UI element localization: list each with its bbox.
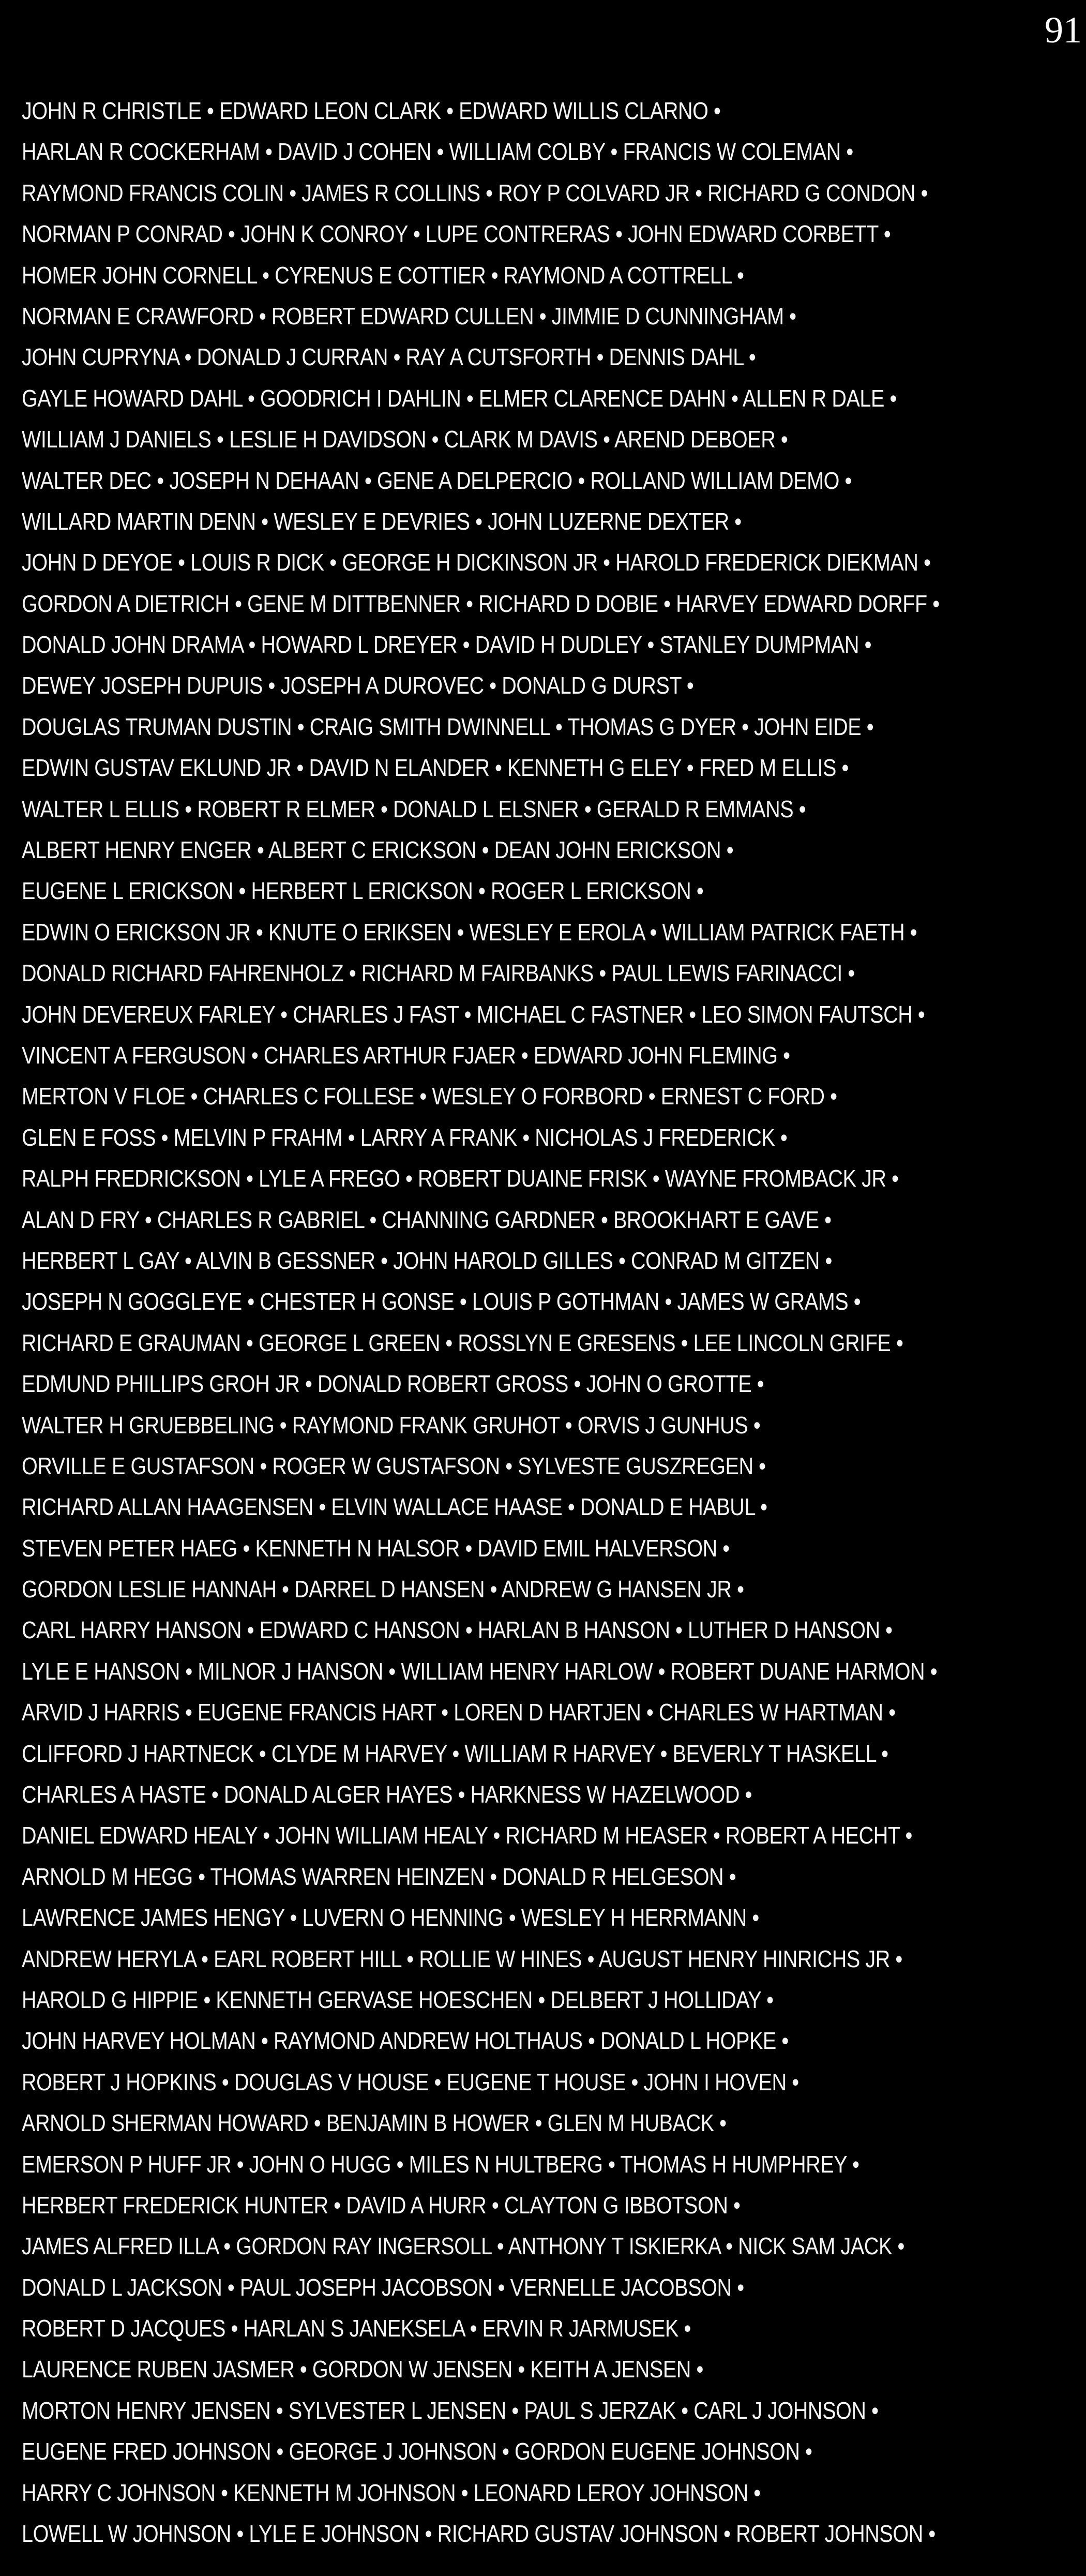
name-line: WALTER H GRUEBBELING • RAYMOND FRANK GRUHOT • ORVIS J GUNHUS • <box>22 1411 761 1439</box>
name-line: ARNOLD SHERMAN HOWARD • BENJAMIN B HOWER • GLEN M HUBACK • <box>22 2109 727 2137</box>
name-line: DANIEL EDWARD HEALY • JOHN WILLIAM HEALY • RICHARD M HEASER • ROBERT A HECHT • <box>22 1822 912 1849</box>
name-line: EDWIN O ERICKSON JR • KNUTE O ERIKSEN • WESLEY E EROLA • WILLIAM PATRICK FAETH • <box>22 918 917 946</box>
name-line: EMERSON P HUFF JR • JOHN O HUGG • MILES N HULTBERG • THOMAS H HUMPHREY • <box>22 2150 859 2178</box>
name-line: STEVEN PETER HAEG • KENNETH N HALSOR • DAVID EMIL HALVERSON • <box>22 1534 730 1562</box>
name-line: HERBERT FREDERICK HUNTER • DAVID A HURR • CLAYTON G IBBOTSON • <box>22 2191 741 2219</box>
name-line: RALPH FREDRICKSON • LYLE A FREGO • ROBERT DUAINE FRISK • WAYNE FROMBACK JR • <box>22 1165 899 1192</box>
name-line: NORMAN E CRAWFORD • ROBERT EDWARD CULLEN • JIMMIE D CUNNINGHAM • <box>22 302 796 330</box>
name-line: JOHN D DEYOE • LOUIS R DICK • GEORGE H DICKINSON JR • HAROLD FREDERICK DIEKMAN • <box>22 549 931 576</box>
name-line: EUGENE FRED JOHNSON • GEORGE J JOHNSON • GORDON EUGENE JOHNSON • <box>22 2438 812 2465</box>
name-line: RICHARD ALLAN HAAGENSEN • ELVIN WALLACE HAASE • DONALD E HABUL • <box>22 1493 767 1521</box>
name-line: WILLARD MARTIN DENN • WESLEY E DEVRIES • JOHN LUZERNE DEXTER • <box>22 507 742 535</box>
name-line: JAMES ALFRED ILLA • GORDON RAY INGERSOLL • ANTHONY T ISKIERKA • NICK SAM JACK • <box>22 2233 904 2260</box>
name-line: MORTON HENRY JENSEN • SYLVESTER L JENSEN • PAUL S JERZAK • CARL J JOHNSON • <box>22 2397 879 2424</box>
name-line: HAROLD G HIPPIE • KENNETH GERVASE HOESCHEN • DELBERT J HOLLIDAY • <box>22 1986 774 2013</box>
name-line: EDWIN GUSTAV EKLUND JR • DAVID N ELANDER • KENNETH G ELEY • FRED M ELLIS • <box>22 754 849 782</box>
name-line: JOHN CUPRYNA • DONALD J CURRAN • RAY A CUTSFORTH • DENNIS DAHL • <box>22 343 756 371</box>
name-line: RAYMOND FRANCIS COLIN • JAMES R COLLINS • ROY P COLVARD JR • RICHARD G CONDON • <box>22 179 928 206</box>
name-list <box>22 91 1077 2554</box>
name-line: EDMUND PHILLIPS GROH JR • DONALD ROBERT GROSS • JOHN O GROTTE • <box>22 1370 764 1398</box>
name-line: WILLIAM J DANIELS • LESLIE H DAVIDSON • CLARK M DAVIS • AREND DEBOER • <box>22 426 788 453</box>
name-line: GORDON A DIETRICH • GENE M DITTBENNER • RICHARD D DOBIE • HARVEY EDWARD DORFF • <box>22 590 940 617</box>
name-line: LYLE E HANSON • MILNOR J HANSON • WILLIAM HENRY HARLOW • ROBERT DUANE HARMON • <box>22 1657 938 1685</box>
name-line: DONALD JOHN DRAMA • HOWARD L DREYER • DAVID H DUDLEY • STANLEY DUMPMAN • <box>22 631 872 658</box>
name-line: DEWEY JOSEPH DUPUIS • JOSEPH A DUROVEC • DONALD G DURST • <box>22 672 694 699</box>
name-line: RICHARD E GRAUMAN • GEORGE L GREEN • ROSSLYN E GRESENS • LEE LINCOLN GRIFE • <box>22 1329 903 1356</box>
name-line: CHARLES A HASTE • DONALD ALGER HAYES • HARKNESS W HAZELWOOD • <box>22 1781 752 1808</box>
name-line: WALTER DEC • JOSEPH N DEHAAN • GENE A DELPERCIO • ROLLAND WILLIAM DEMO • <box>22 467 852 494</box>
name-line: JOHN DEVEREUX FARLEY • CHARLES J FAST • MICHAEL C FASTNER • LEO SIMON FAUTSCH • <box>22 1000 925 1028</box>
page-number: 91 <box>1045 9 1082 51</box>
name-line: EUGENE L ERICKSON • HERBERT L ERICKSON • ROGER L ERICKSON • <box>22 877 704 905</box>
name-line: ALAN D FRY • CHARLES R GABRIEL • CHANNING GARDNER • BROOKHART E GAVE • <box>22 1206 832 1233</box>
name-line: LAWRENCE JAMES HENGY • LUVERN O HENNING • WESLEY H HERRMANN • <box>22 1904 759 1931</box>
name-line: GAYLE HOWARD DAHL • GOODRICH I DAHLIN • ELMER CLARENCE DAHN • ALLEN R DALE • <box>22 384 897 412</box>
name-line: CLIFFORD J HARTNECK • CLYDE M HARVEY • WILLIAM R HARVEY • BEVERLY T HASKELL • <box>22 1740 888 1767</box>
name-line: HARLAN R COCKERHAM • DAVID J COHEN • WILLIAM COLBY • FRANCIS W COLEMAN • <box>22 138 853 166</box>
name-line: LAURENCE RUBEN JASMER • GORDON W JENSEN • KEITH A JENSEN • <box>22 2356 703 2383</box>
name-line: DONALD RICHARD FAHRENHOLZ • RICHARD M FAIRBANKS • PAUL LEWIS FARINACCI • <box>22 960 855 987</box>
name-line: ANDREW HERYLA • EARL ROBERT HILL • ROLLIE W HINES • AUGUST HENRY HINRICHS JR • <box>22 1945 902 1972</box>
name-line: JOHN R CHRISTLE • EDWARD LEON CLARK • EDWARD WILLIS CLARNO • <box>22 97 721 124</box>
name-line: LOWELL W JOHNSON • LYLE E JOHNSON • RICHARD GUSTAV JOHNSON • ROBERT JOHNSON • <box>22 2520 936 2548</box>
name-line: ALBERT HENRY ENGER • ALBERT C ERICKSON • DEAN JOHN ERICKSON • <box>22 836 734 864</box>
name-line: ORVILLE E GUSTAFSON • ROGER W GUSTAFSON • SYLVESTE GUSZREGEN • <box>22 1452 766 1479</box>
name-line: DOUGLAS TRUMAN DUSTIN • CRAIG SMITH DWINNELL • THOMAS G DYER • JOHN EIDE • <box>22 713 874 740</box>
name-line: CARL HARRY HANSON • EDWARD C HANSON • HARLAN B HANSON • LUTHER D HANSON • <box>22 1616 893 1644</box>
name-line: JOSEPH N GOGGLEYE • CHESTER H GONSE • LOUIS P GOTHMAN • JAMES W GRAMS • <box>22 1288 861 1315</box>
name-line: VINCENT A FERGUSON • CHARLES ARTHUR FJAER • EDWARD JOHN FLEMING • <box>22 1041 790 1069</box>
name-line: GORDON LESLIE HANNAH • DARREL D HANSEN • ANDREW G HANSEN JR • <box>22 1576 744 1603</box>
name-line: GLEN E FOSS • MELVIN P FRAHM • LARRY A FRANK • NICHOLAS J FREDERICK • <box>22 1124 788 1151</box>
name-line: HERBERT L GAY • ALVIN B GESSNER • JOHN HAROLD GILLES • CONRAD M GITZEN • <box>22 1247 832 1274</box>
name-line: DONALD L JACKSON • PAUL JOSEPH JACOBSON • VERNELLE JACOBSON • <box>22 2273 744 2301</box>
name-line: ARNOLD M HEGG • THOMAS WARREN HEINZEN • DONALD R HELGESON • <box>22 1863 736 1890</box>
name-line: JOHN HARVEY HOLMAN • RAYMOND ANDREW HOLTHAUS • DONALD L HOPKE • <box>22 2027 789 2055</box>
name-line: NORMAN P CONRAD • JOHN K CONROY • LUPE CONTRERAS • JOHN EDWARD CORBETT • <box>22 220 891 248</box>
name-line: ROBERT D JACQUES • HARLAN S JANEKSELA • ERVIN R JARMUSEK • <box>22 2315 691 2342</box>
name-line: HOMER JOHN CORNELL • CYRENUS E COTTIER • RAYMOND A COTTRELL • <box>22 261 744 289</box>
name-line: MERTON V FLOE • CHARLES C FOLLESE • WESLEY O FORBORD • ERNEST C FORD • <box>22 1083 837 1110</box>
name-line: HARRY C JOHNSON • KENNETH M JOHNSON • LEONARD LEROY JOHNSON • <box>22 2479 761 2506</box>
name-line: WALTER L ELLIS • ROBERT R ELMER • DONALD L ELSNER • GERALD R EMMANS • <box>22 795 806 822</box>
name-line: ROBERT J HOPKINS • DOUGLAS V HOUSE • EUGENE T HOUSE • JOHN I HOVEN • <box>22 2068 799 2095</box>
name-line: ARVID J HARRIS • EUGENE FRANCIS HART • LOREN D HARTJEN • CHARLES W HARTMAN • <box>22 1699 896 1726</box>
